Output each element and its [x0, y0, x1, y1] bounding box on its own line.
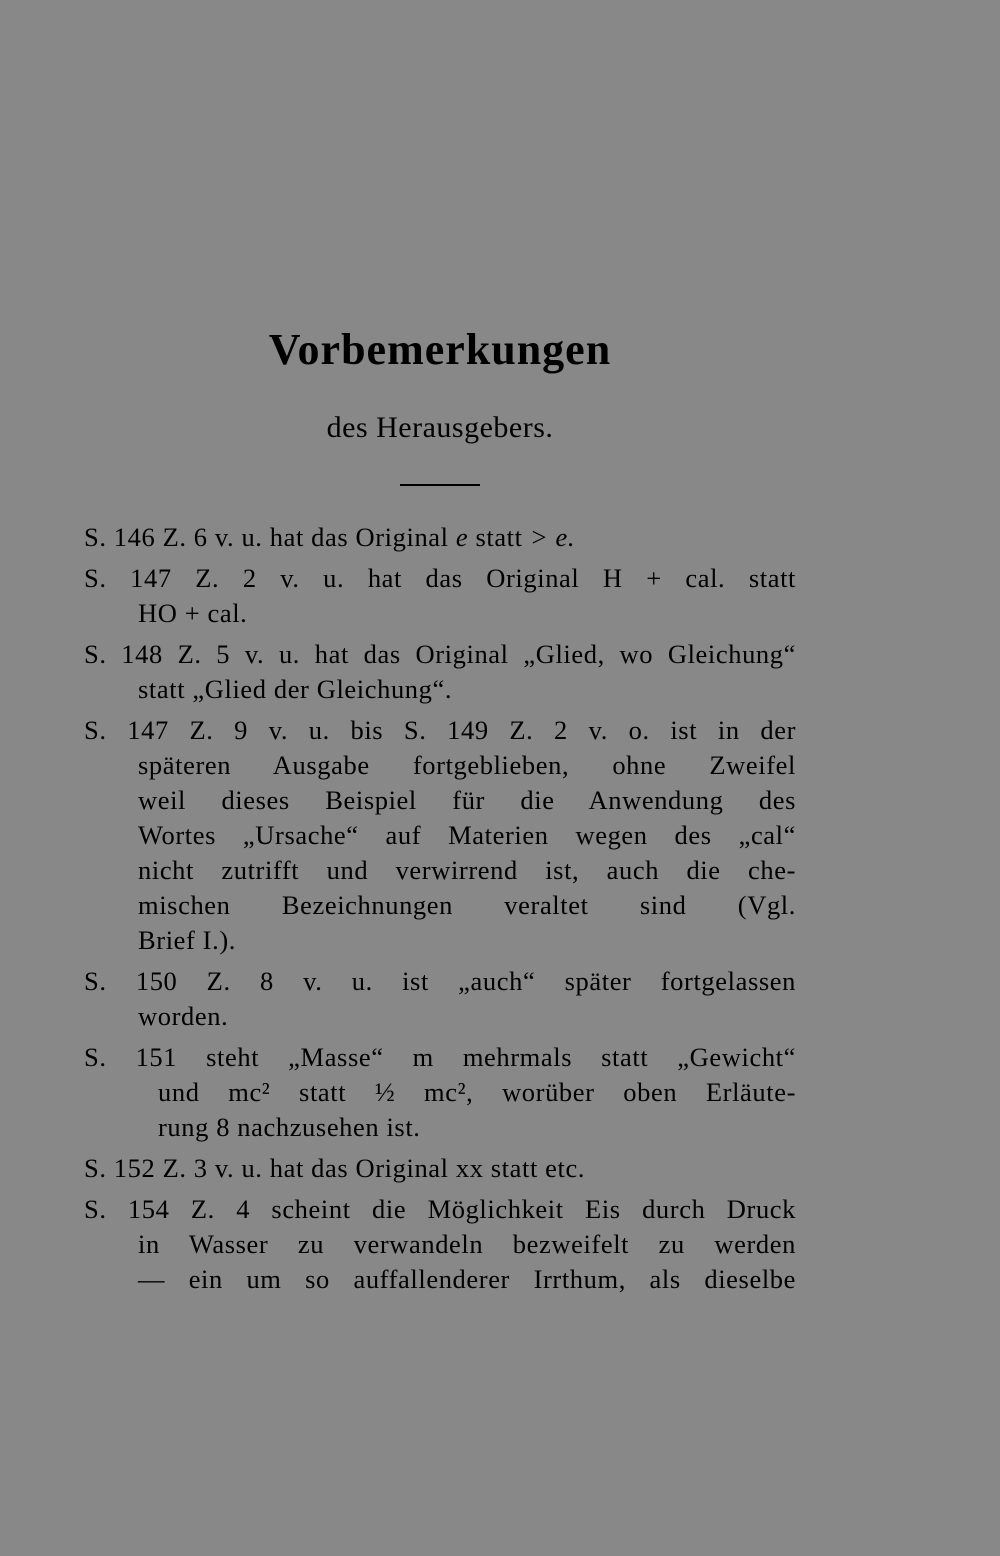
- errata-entry-152: [84, 1151, 796, 1186]
- errata-entry-154: [84, 1192, 796, 1297]
- errata-line: statt „Glied der Gleichung“.: [138, 674, 453, 704]
- errata-entry-147-149: [84, 713, 796, 958]
- page-title: Vorbemerkungen: [268, 325, 612, 374]
- errata-line: Brief I.).: [138, 925, 236, 955]
- errata-line: und mc² statt ½ mc², worüber oben Erläute-: [158, 1077, 796, 1107]
- errata-line: rung 8 nachzusehen ist.: [158, 1112, 421, 1142]
- errata-entry-148: [84, 637, 796, 707]
- errata-line: HO + cal.: [138, 598, 248, 628]
- errata-line: in Wasser zu verwandeln bezweifelt zu werden: [138, 1229, 796, 1259]
- page-subtitle: des Herausgebers.: [326, 411, 554, 444]
- errata-line: Wortes „Ursache“ auf Materien wegen des „cal“: [138, 820, 796, 850]
- errata-entry-151: [84, 1040, 796, 1145]
- errata-line: S. 154 Z. 4 scheint die Möglichkeit Eis durch Druck: [84, 1194, 796, 1224]
- errata-line: S. 148 Z. 5 v. u. hat das Original „Glied, wo Gleichung“: [84, 639, 796, 669]
- errata-entry-150: [84, 964, 796, 1034]
- errata-line: mischen Bezeichnungen veraltet sind (Vgl.: [138, 890, 796, 920]
- errata-line: — ein um so auffallenderer Irrthum, als dieselbe: [138, 1264, 796, 1294]
- errata-line: späteren Ausgabe fortgeblieben, ohne Zweifel: [138, 750, 796, 780]
- errata-line: S. 147 Z. 2 v. u. hat das Original H + cal. statt: [84, 563, 796, 593]
- errata-entry-147: [84, 561, 796, 631]
- errata-line: S. 150 Z. 8 v. u. ist „auch“ später fortgelassen: [84, 966, 796, 996]
- errata-list: [84, 520, 796, 1303]
- errata-line: nicht zutrifft und verwirrend ist, auch die che-: [138, 855, 796, 885]
- errata-line: S. 152 Z. 3 v. u. hat das Original xx statt etc.: [84, 1153, 586, 1183]
- separator-rule: [400, 484, 480, 486]
- errata-line: S. 147 Z. 9 v. u. bis S. 149 Z. 2 v. o. ist in der: [84, 715, 796, 745]
- errata-line: S. 151 steht „Masse“ m mehrmals statt „Gewicht“: [84, 1042, 796, 1072]
- errata-line: weil dieses Beispiel für die Anwendung des: [138, 785, 796, 815]
- errata-line: worden.: [138, 1001, 229, 1031]
- errata-entry-146: [84, 520, 796, 555]
- errata-line: S. 146 Z. 6 v. u. hat das Original e statt > e.: [84, 522, 576, 552]
